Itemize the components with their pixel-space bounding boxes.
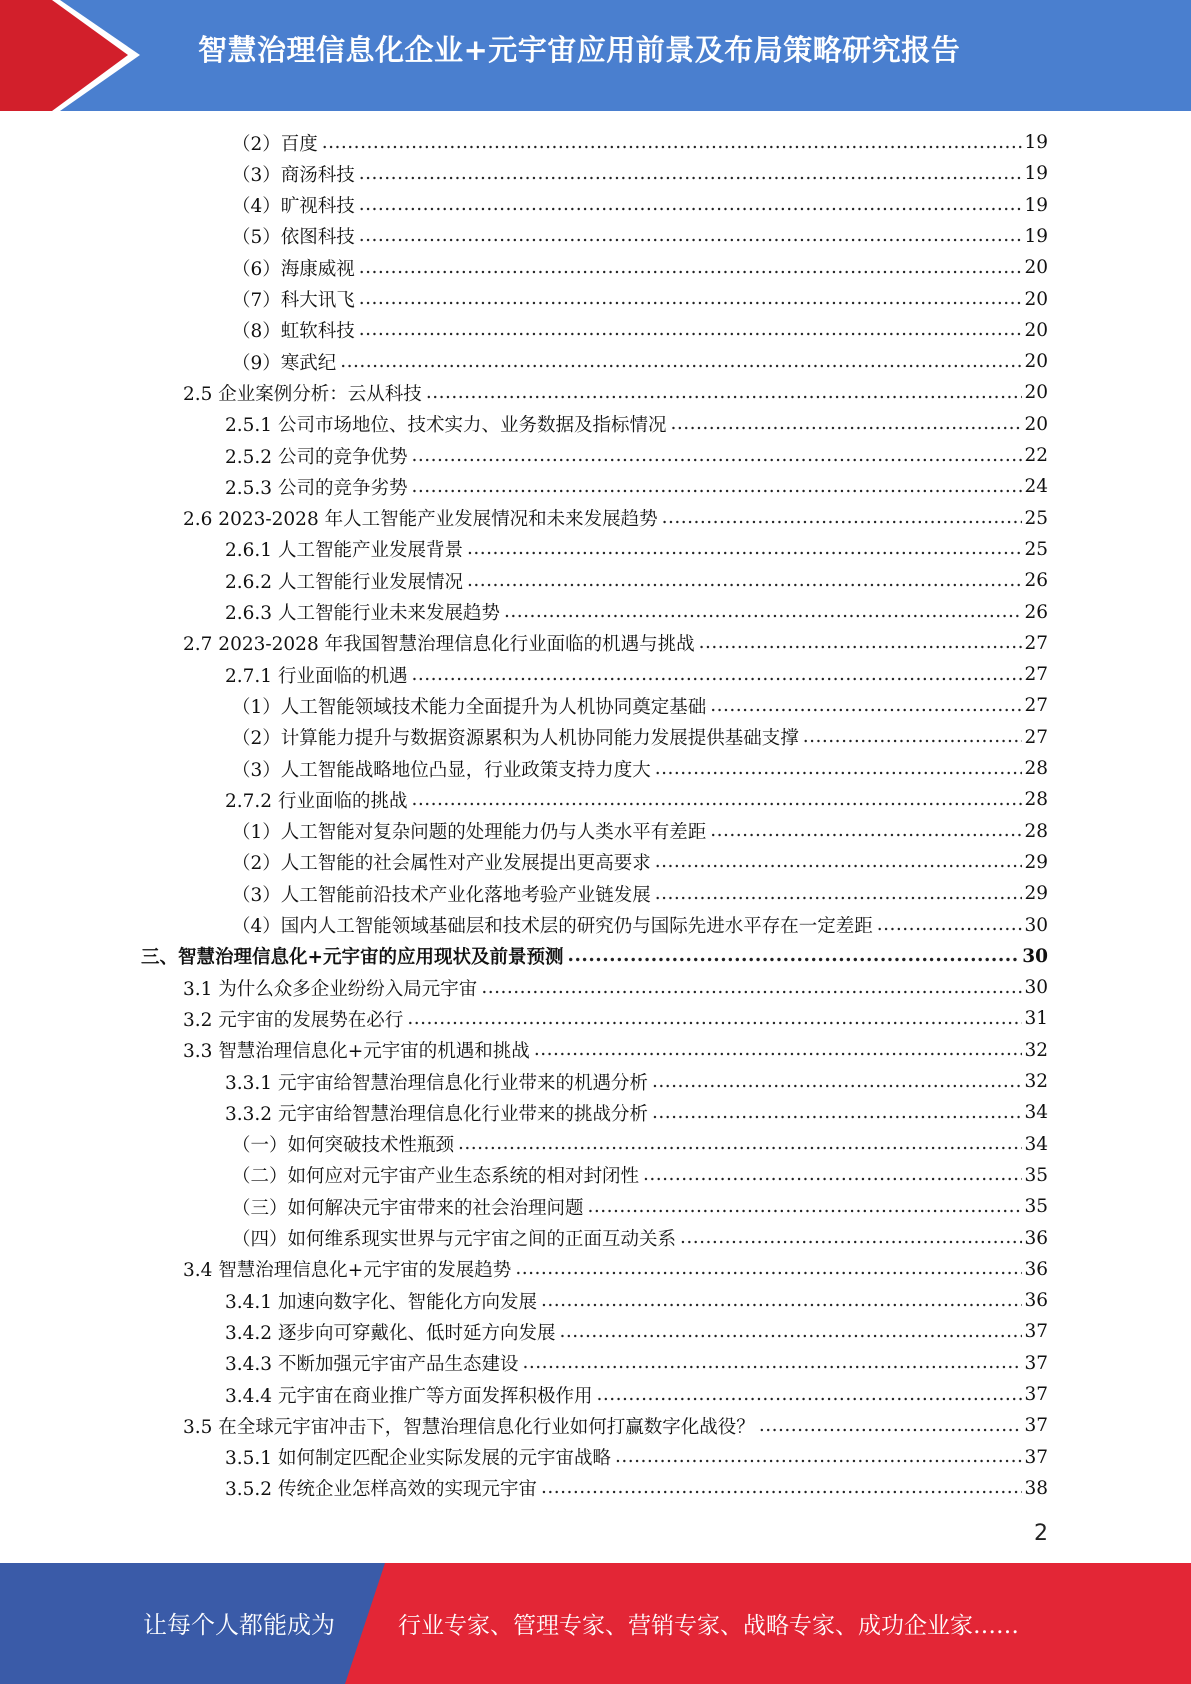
toc-entry[interactable] [225, 1379, 1048, 1410]
toc-entry-title: 2.6 2023-2028 年人工智能产业发展情况和未来发展趋势 [183, 509, 658, 531]
toc-dot-leader [877, 913, 1023, 937]
toc-entry[interactable] [183, 1410, 1048, 1441]
toc-dot-leader [680, 1226, 1022, 1250]
toc-entry-title: 3.4.1 加速向数字化、智能化方向发展 [225, 1291, 537, 1313]
toc-entry[interactable] [225, 409, 1048, 440]
toc-entry-page: 20 [1024, 382, 1048, 404]
toc-dot-leader [643, 1163, 1022, 1187]
toc-entry[interactable] [183, 628, 1048, 659]
toc-entry[interactable] [232, 1129, 1048, 1160]
toc-entry-page: 34 [1024, 1133, 1048, 1155]
toc-entry-page: 28 [1024, 820, 1048, 842]
toc-entry-page: 20 [1024, 288, 1048, 310]
toc-dot-leader [615, 1445, 1022, 1469]
toc-dot-leader [359, 256, 1023, 280]
toc-entry[interactable] [225, 597, 1048, 628]
toc-entry-title: （四）如何维系现实世界与元宇宙之间的正面互动关系 [232, 1229, 677, 1250]
toc-dot-leader [340, 350, 1022, 374]
toc-dot-leader [515, 1257, 1022, 1281]
toc-dot-leader [559, 1320, 1022, 1344]
toc-entry-page: 37 [1024, 1446, 1048, 1468]
toc-entry-title: （1）人工智能领域技术能力全面提升为人机协同奠定基础 [232, 696, 707, 718]
toc-entry-title: （三）如何解决元宇宙带来的社会治理问题 [232, 1197, 584, 1219]
toc-entry-title: 3.4.3 不断加强元宇宙产品生态建设 [225, 1354, 519, 1376]
toc-entry-title: （9）寒武纪 [232, 352, 337, 374]
toc-dot-leader [359, 287, 1023, 311]
report-title: 智慧治理信息化企业+元宇宙应用前景及布局策略研究报告 [198, 33, 961, 67]
toc-dot-leader [467, 537, 1022, 561]
toc-dot-leader [359, 224, 1023, 248]
toc-entry[interactable] [232, 1191, 1048, 1222]
toc-entry-page: 30 [1022, 945, 1048, 967]
toc-entry[interactable] [232, 722, 1048, 753]
toc-entry-page: 30 [1024, 914, 1048, 936]
toc-entry-page: 27 [1024, 695, 1048, 717]
toc-entry-title: 3.3 智慧治理信息化+元宇宙的机遇和挑战 [183, 1041, 530, 1063]
toc-entry[interactable] [183, 1035, 1048, 1066]
toc-entry[interactable] [232, 127, 1048, 158]
toc-entry-title: （1）人工智能对复杂问题的处理能力仍与人类水平有差距 [232, 822, 707, 844]
toc-entry[interactable] [183, 1254, 1048, 1285]
toc-entry[interactable] [225, 1316, 1048, 1347]
toc-entry-page: 25 [1024, 507, 1048, 529]
toc-entry-page: 36 [1024, 1258, 1048, 1280]
toc-entry-page: 29 [1024, 851, 1048, 873]
toc-dot-leader [662, 506, 1023, 530]
toc-entry[interactable] [141, 941, 1048, 972]
toc-dot-leader [359, 193, 1023, 217]
toc-entry-page: 24 [1024, 476, 1048, 498]
toc-entry-page: 28 [1024, 789, 1048, 811]
toc-entry-page: 26 [1024, 601, 1048, 623]
toc-entry-title: （3）人工智能战略地位凸显，行业政策支持力度大 [232, 759, 651, 781]
toc-entry-title: 3.5 在全球元宇宙冲击下，智慧治理信息化行业如何打赢数字化战役？ [183, 1416, 755, 1438]
toc-entry-page: 19 [1024, 132, 1048, 153]
toc-dot-leader [411, 475, 1022, 499]
toc-dot-leader [407, 1007, 1022, 1031]
toc-entry-title: 三、智慧治理信息化+元宇宙的应用现状及前景预测 [141, 947, 564, 969]
toc-dot-leader [481, 976, 1022, 1000]
toc-dot-leader [359, 162, 1023, 186]
toc-entry[interactable] [225, 1348, 1048, 1379]
toc-entry[interactable] [232, 753, 1048, 784]
toc-entry-page: 20 [1024, 413, 1048, 435]
toc-entry-title: （2）计算能力提升与数据资源累积为人机协同能力发展提供基础支撑 [232, 728, 799, 750]
footer-slogan-left: 让每个人都能成为 [143, 1611, 335, 1639]
toc-entry-page: 38 [1024, 1477, 1048, 1499]
toc-dot-leader [322, 130, 1023, 154]
toc-entry-page: 36 [1024, 1290, 1048, 1312]
toc-dot-leader [655, 882, 1023, 906]
toc-entry[interactable] [225, 1442, 1048, 1473]
toc-dot-leader [710, 694, 1022, 718]
toc-entry-page: 32 [1024, 1039, 1048, 1061]
toc-entry-title: （二）如何应对元宇宙产业生态系统的相对封闭性 [232, 1166, 640, 1188]
toc-dot-leader [522, 1351, 1022, 1375]
toc-entry-title: 2.6.1 人工智能产业发展背景 [225, 540, 463, 562]
toc-entry[interactable] [183, 1003, 1048, 1034]
toc-entry-title: （3）商汤科技 [232, 164, 355, 186]
toc-entry-title: （5）依图科技 [232, 227, 355, 249]
toc-entry-title: （2）人工智能的社会属性对产业发展提出更高要求 [232, 853, 651, 875]
toc-entry-title: 2.7.1 行业面临的机遇 [225, 665, 408, 687]
toc-dot-leader [541, 1289, 1022, 1313]
toc-dot-leader [803, 725, 1023, 749]
toc-entry-page: 32 [1024, 1071, 1048, 1092]
toc-entry[interactable] [225, 471, 1048, 502]
toc-entry-page: 29 [1024, 883, 1048, 905]
toc-entry-title: （4）国内人工智能领域基础层和技术层的研究仍与国际先进水平存在一定差距 [232, 916, 873, 937]
toc-entry-title: 2.5.3 公司的竞争劣势 [225, 477, 408, 499]
toc-entry[interactable] [232, 315, 1048, 346]
toc-entry-title: （6）海康威视 [232, 258, 355, 280]
toc-entry-page: 19 [1024, 163, 1048, 185]
toc-entry[interactable] [225, 1097, 1048, 1128]
toc-entry-title: 3.3.2 元宇宙给智慧治理信息化行业带来的挑战分析 [225, 1103, 648, 1125]
toc-entry[interactable] [232, 816, 1048, 847]
toc-dot-leader [411, 788, 1022, 812]
toc-entry[interactable] [232, 1223, 1048, 1254]
toc-entry-title: 2.7.2 行业面临的挑战 [225, 790, 408, 812]
toc-entry-page: 34 [1024, 1102, 1048, 1124]
toc-dot-leader [411, 663, 1022, 687]
toc-entry-title: 3.5.2 传统企业怎样高效的实现元宇宙 [225, 1479, 537, 1501]
toc-entry-page: 27 [1024, 664, 1048, 686]
toc-entry[interactable] [232, 878, 1048, 909]
toc-entry-page: 37 [1024, 1415, 1048, 1437]
toc-entry-title: 3.4.4 元宇宙在商业推广等方面发挥积极作用 [225, 1385, 593, 1407]
toc-entry-page: 27 [1024, 726, 1048, 748]
toc-dot-leader [655, 850, 1023, 874]
toc-dot-leader [568, 944, 1021, 968]
toc-entry-title: （4）旷视科技 [232, 196, 355, 218]
toc-entry[interactable] [232, 1160, 1048, 1191]
toc-entry-page: 25 [1024, 538, 1048, 560]
toc-dot-leader [534, 1038, 1023, 1062]
toc-entry[interactable] [225, 659, 1048, 690]
header-chevron-decoration [0, 0, 170, 111]
toc-entry[interactable] [225, 565, 1048, 596]
toc-entry[interactable] [232, 158, 1048, 189]
toc-dot-leader [596, 1382, 1022, 1406]
toc-entry-page: 28 [1024, 758, 1048, 779]
toc-entry[interactable] [232, 221, 1048, 252]
toc-entry-title: 3.5.1 如何制定匹配企业实际发展的元宇宙战略 [225, 1448, 611, 1470]
toc-entry[interactable] [225, 1285, 1048, 1316]
toc-entry-title: 2.6.3 人工智能行业未来发展趋势 [225, 603, 500, 624]
page-header [0, 0, 1191, 111]
toc-entry[interactable] [225, 1473, 1048, 1504]
toc-entry[interactable] [232, 252, 1048, 283]
toc-dot-leader [504, 600, 1022, 624]
toc-entry-title: （3）人工智能前沿技术产业化落地考验产业链发展 [232, 884, 651, 906]
toc-dot-leader [458, 1132, 1022, 1156]
toc-dot-leader [670, 412, 1022, 436]
toc-entry[interactable] [232, 690, 1048, 721]
toc-entry[interactable] [232, 190, 1048, 221]
toc-dot-leader [541, 1476, 1022, 1500]
toc-dot-leader [359, 318, 1023, 342]
toc-entry-title: 2.5.1 公司市场地位、技术实力、业务数据及指标情况 [225, 415, 667, 437]
toc-entry-page: 26 [1024, 570, 1048, 592]
toc-entry-page: 37 [1024, 1384, 1048, 1405]
toc-dot-leader [588, 1195, 1023, 1219]
toc-entry-title: 3.4.2 逐步向可穿戴化、低时延方向发展 [225, 1322, 556, 1344]
toc-dot-leader [652, 1069, 1022, 1093]
toc-entry[interactable] [232, 910, 1048, 941]
toc-entry-title: （7）科大讯飞 [232, 290, 355, 311]
toc-entry[interactable] [225, 440, 1048, 471]
toc-entry-title: 3.4 智慧治理信息化+元宇宙的发展趋势 [183, 1260, 512, 1282]
toc-entry-page: 19 [1024, 194, 1048, 216]
toc-dot-leader [710, 819, 1022, 843]
toc-entry-page: 30 [1024, 977, 1048, 999]
toc-entry[interactable] [232, 346, 1048, 377]
toc-entry-title: 2.7 2023-2028 年我国智慧治理信息化行业面临的机遇与挑战 [183, 634, 695, 656]
toc-dot-leader [759, 1414, 1023, 1438]
toc-entry[interactable] [225, 784, 1048, 815]
toc-entry-page: 20 [1024, 257, 1048, 279]
toc-entry-page: 31 [1024, 1008, 1048, 1030]
toc-entry-title: （一）如何突破技术性瓶颈 [232, 1135, 455, 1157]
toc-entry[interactable] [232, 284, 1048, 315]
toc-entry[interactable] [225, 1066, 1048, 1097]
toc-entry[interactable] [183, 503, 1048, 534]
toc-dot-leader [652, 1101, 1022, 1125]
toc-entry-page: 37 [1024, 1321, 1048, 1343]
toc-entry-page: 35 [1024, 1164, 1048, 1186]
toc-entry-page: 36 [1024, 1227, 1048, 1249]
toc-entry-title: 2.5 企业案例分析：云从科技 [183, 383, 422, 405]
toc-dot-leader [467, 569, 1022, 593]
toc-entry-page: 19 [1024, 225, 1048, 247]
footer-slogan-right: 行业专家、管理专家、营销专家、战略专家、成功企业家…… [398, 1613, 1019, 1639]
toc-entry[interactable] [183, 972, 1048, 1003]
toc-entry-title: （2）百度 [232, 133, 318, 155]
toc-entry-page: 27 [1024, 632, 1048, 654]
page-number: 2 [1034, 1521, 1048, 1546]
toc-entry-title: 3.2 元宇宙的发展势在必行 [183, 1009, 404, 1031]
toc-entry-title: 3.1 为什么众多企业纷纷入局元宇宙 [183, 978, 478, 1000]
toc-entry-page: 35 [1024, 1196, 1048, 1218]
toc-dot-leader [699, 631, 1023, 655]
toc-entry[interactable] [225, 534, 1048, 565]
toc-entry-title: 3.3.1 元宇宙给智慧治理信息化行业带来的机遇分析 [225, 1072, 648, 1094]
toc-dot-leader [655, 756, 1023, 780]
toc-entry-page: 20 [1024, 319, 1048, 341]
toc-dot-leader [426, 381, 1023, 405]
page-footer [0, 1563, 1191, 1684]
toc-entry-page: 37 [1024, 1352, 1048, 1374]
toc-entry-title: 2.6.2 人工智能行业发展情况 [225, 571, 463, 593]
toc-entry-title: 2.5.2 公司的竞争优势 [225, 446, 408, 468]
toc-entry-title: （8）虹软科技 [232, 321, 355, 343]
toc-entry-page: 22 [1024, 445, 1048, 466]
toc-entry[interactable] [232, 847, 1048, 878]
toc-dot-leader [411, 443, 1022, 467]
toc-entry[interactable] [183, 377, 1048, 408]
toc-entry-page: 20 [1024, 351, 1048, 373]
